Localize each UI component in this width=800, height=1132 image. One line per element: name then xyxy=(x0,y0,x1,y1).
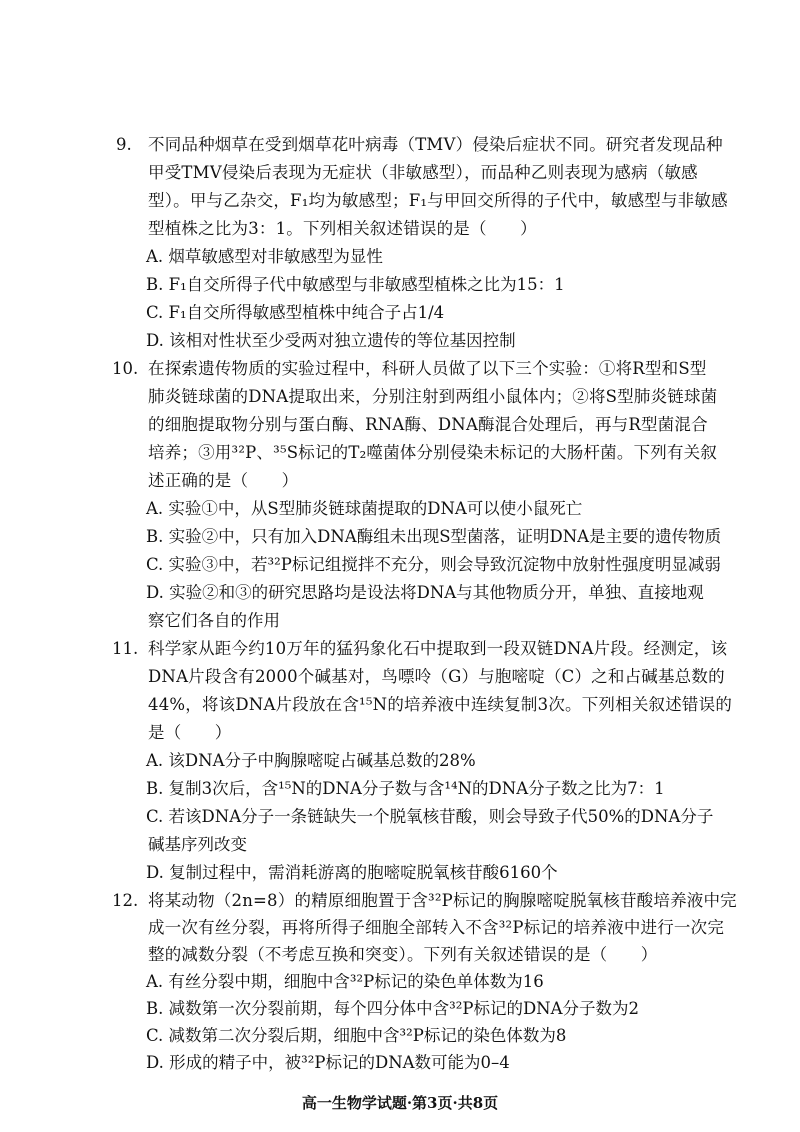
question-stem-line: 培养；③用³²P、³⁵S标记的T₂噬菌体分别侵染未标记的大肠杆菌。下列有关叙 xyxy=(148,443,718,462)
option-d: D. 该相对性状至少受两对独立遗传的等位基因控制 xyxy=(146,331,516,350)
question-stem-line: 的细胞提取物分别与蛋白酶、RNA酶、DNA酶混合处理后，再与R型菌混合 xyxy=(148,415,708,434)
question-stem-line: DNA片段含有2000个碱基对，鸟嘌呤（G）与胞嘧啶（C）之和占碱基总数的 xyxy=(148,667,725,686)
question-stem-line: 成一次有丝分裂，再将所得子细胞全部转入不含³²P标记的培养液中进行一次完 xyxy=(148,918,725,937)
option-c-continuation: 碱基序列改变 xyxy=(148,835,247,854)
option-c: C. 实验③中，若³²P标记组搅拌不充分，则会导致沉淀物中放射性强度明显减弱 xyxy=(146,555,721,574)
option-b: B. 实验②中，只有加入DNA酶组未出现S型菌落，证明DNA是主要的遗传物质 xyxy=(146,527,722,546)
option-d: D. 形成的精子中，被³²P标记的DNA数可能为0–4 xyxy=(146,1053,510,1072)
question-number: 12. xyxy=(112,891,139,910)
question-stem-line: 是（ ） xyxy=(148,723,232,742)
option-d-continuation: 察它们各自的作用 xyxy=(148,611,280,630)
question-stem-line: 肺炎链球菌的DNA提取出来，分别注射到两组小鼠体内；②将S型肺炎链球菌 xyxy=(148,387,718,406)
question-stem-line: 不同品种烟草在受到烟草花叶病毒（TMV）侵染后症状不同。研究者发现品种 xyxy=(148,135,723,154)
option-d: D. 实验②和③的研究思路均是设法将DNA与其他物质分开，单独、直接地观 xyxy=(146,583,704,602)
question-number: 9. xyxy=(116,135,132,154)
option-c: C. 若该DNA分子一条链缺失一个脱氧核苷酸，则会导致子代50%的DNA分子 xyxy=(146,807,714,826)
question-stem-line: 述正确的是（ ） xyxy=(148,471,299,490)
option-b: B. F₁自交所得子代中敏感型与非敏感型植株之比为15：1 xyxy=(146,275,565,294)
page-footer: 高一生物学试题·第3页·共8页 xyxy=(301,1094,499,1112)
question-stem-line: 型植株之比为3：1。下列相关叙述错误的是（ ） xyxy=(148,219,537,238)
question-number: 10. xyxy=(112,359,139,378)
option-b: B. 复制3次后，含¹⁵N的DNA分子数与含¹⁴N的DNA分子数之比为7：1 xyxy=(146,779,665,798)
question-stem-line: 44%，将该DNA片段放在含¹⁵N的培养液中连续复制3次。下列相关叙述错误的 xyxy=(148,695,733,714)
option-d: D. 复制过程中，需消耗游离的胞嘧啶脱氧核苷酸6160个 xyxy=(146,863,558,882)
question-stem-line: 型）。甲与乙杂交，F₁均为敏感型；F₁与甲回交所得的子代中，敏感型与非敏感 xyxy=(148,191,728,210)
option-a: A. 实验①中，从S型肺炎链球菌提取的DNA可以使小鼠死亡 xyxy=(146,499,583,518)
question-stem-line: 在探索遗传物质的实验过程中，科研人员做了以下三个实验：①将R型和S型 xyxy=(148,359,707,378)
question-stem-line: 整的减数分裂（不考虑互换和突变）。下列有关叙述错误的是（ ） xyxy=(148,945,658,964)
option-b: B. 减数第一次分裂前期，每个四分体中含³²P标记的DNA分子数为2 xyxy=(146,999,640,1018)
question-stem-line: 科学家从距今约10万年的猛犸象化石中提取到一段双链DNA片段。经测定，该 xyxy=(148,639,728,658)
question-stem-line: 甲受TMV侵染后表现为无症状（非敏感型），而品种乙则表现为感病（敏感 xyxy=(148,163,698,182)
question-number: 11. xyxy=(112,639,139,658)
option-a: A. 烟草敏感型对非敏感型为显性 xyxy=(146,247,383,266)
question-stem-line: 将某动物（2n=8）的精原细胞置于含³²P标记的胸腺嘧啶脱氧核苷酸培养液中完 xyxy=(148,891,737,910)
option-a: A. 该DNA分子中胸腺嘧啶占碱基总数的28% xyxy=(146,751,476,770)
option-a: A. 有丝分裂中期，细胞中含³²P标记的染色单体数为16 xyxy=(146,972,544,991)
option-c: C. 减数第二次分裂后期，细胞中含³²P标记的染色体数为8 xyxy=(146,1026,567,1045)
option-c: C. F₁自交所得敏感型植株中纯合子占1/4 xyxy=(146,303,445,322)
